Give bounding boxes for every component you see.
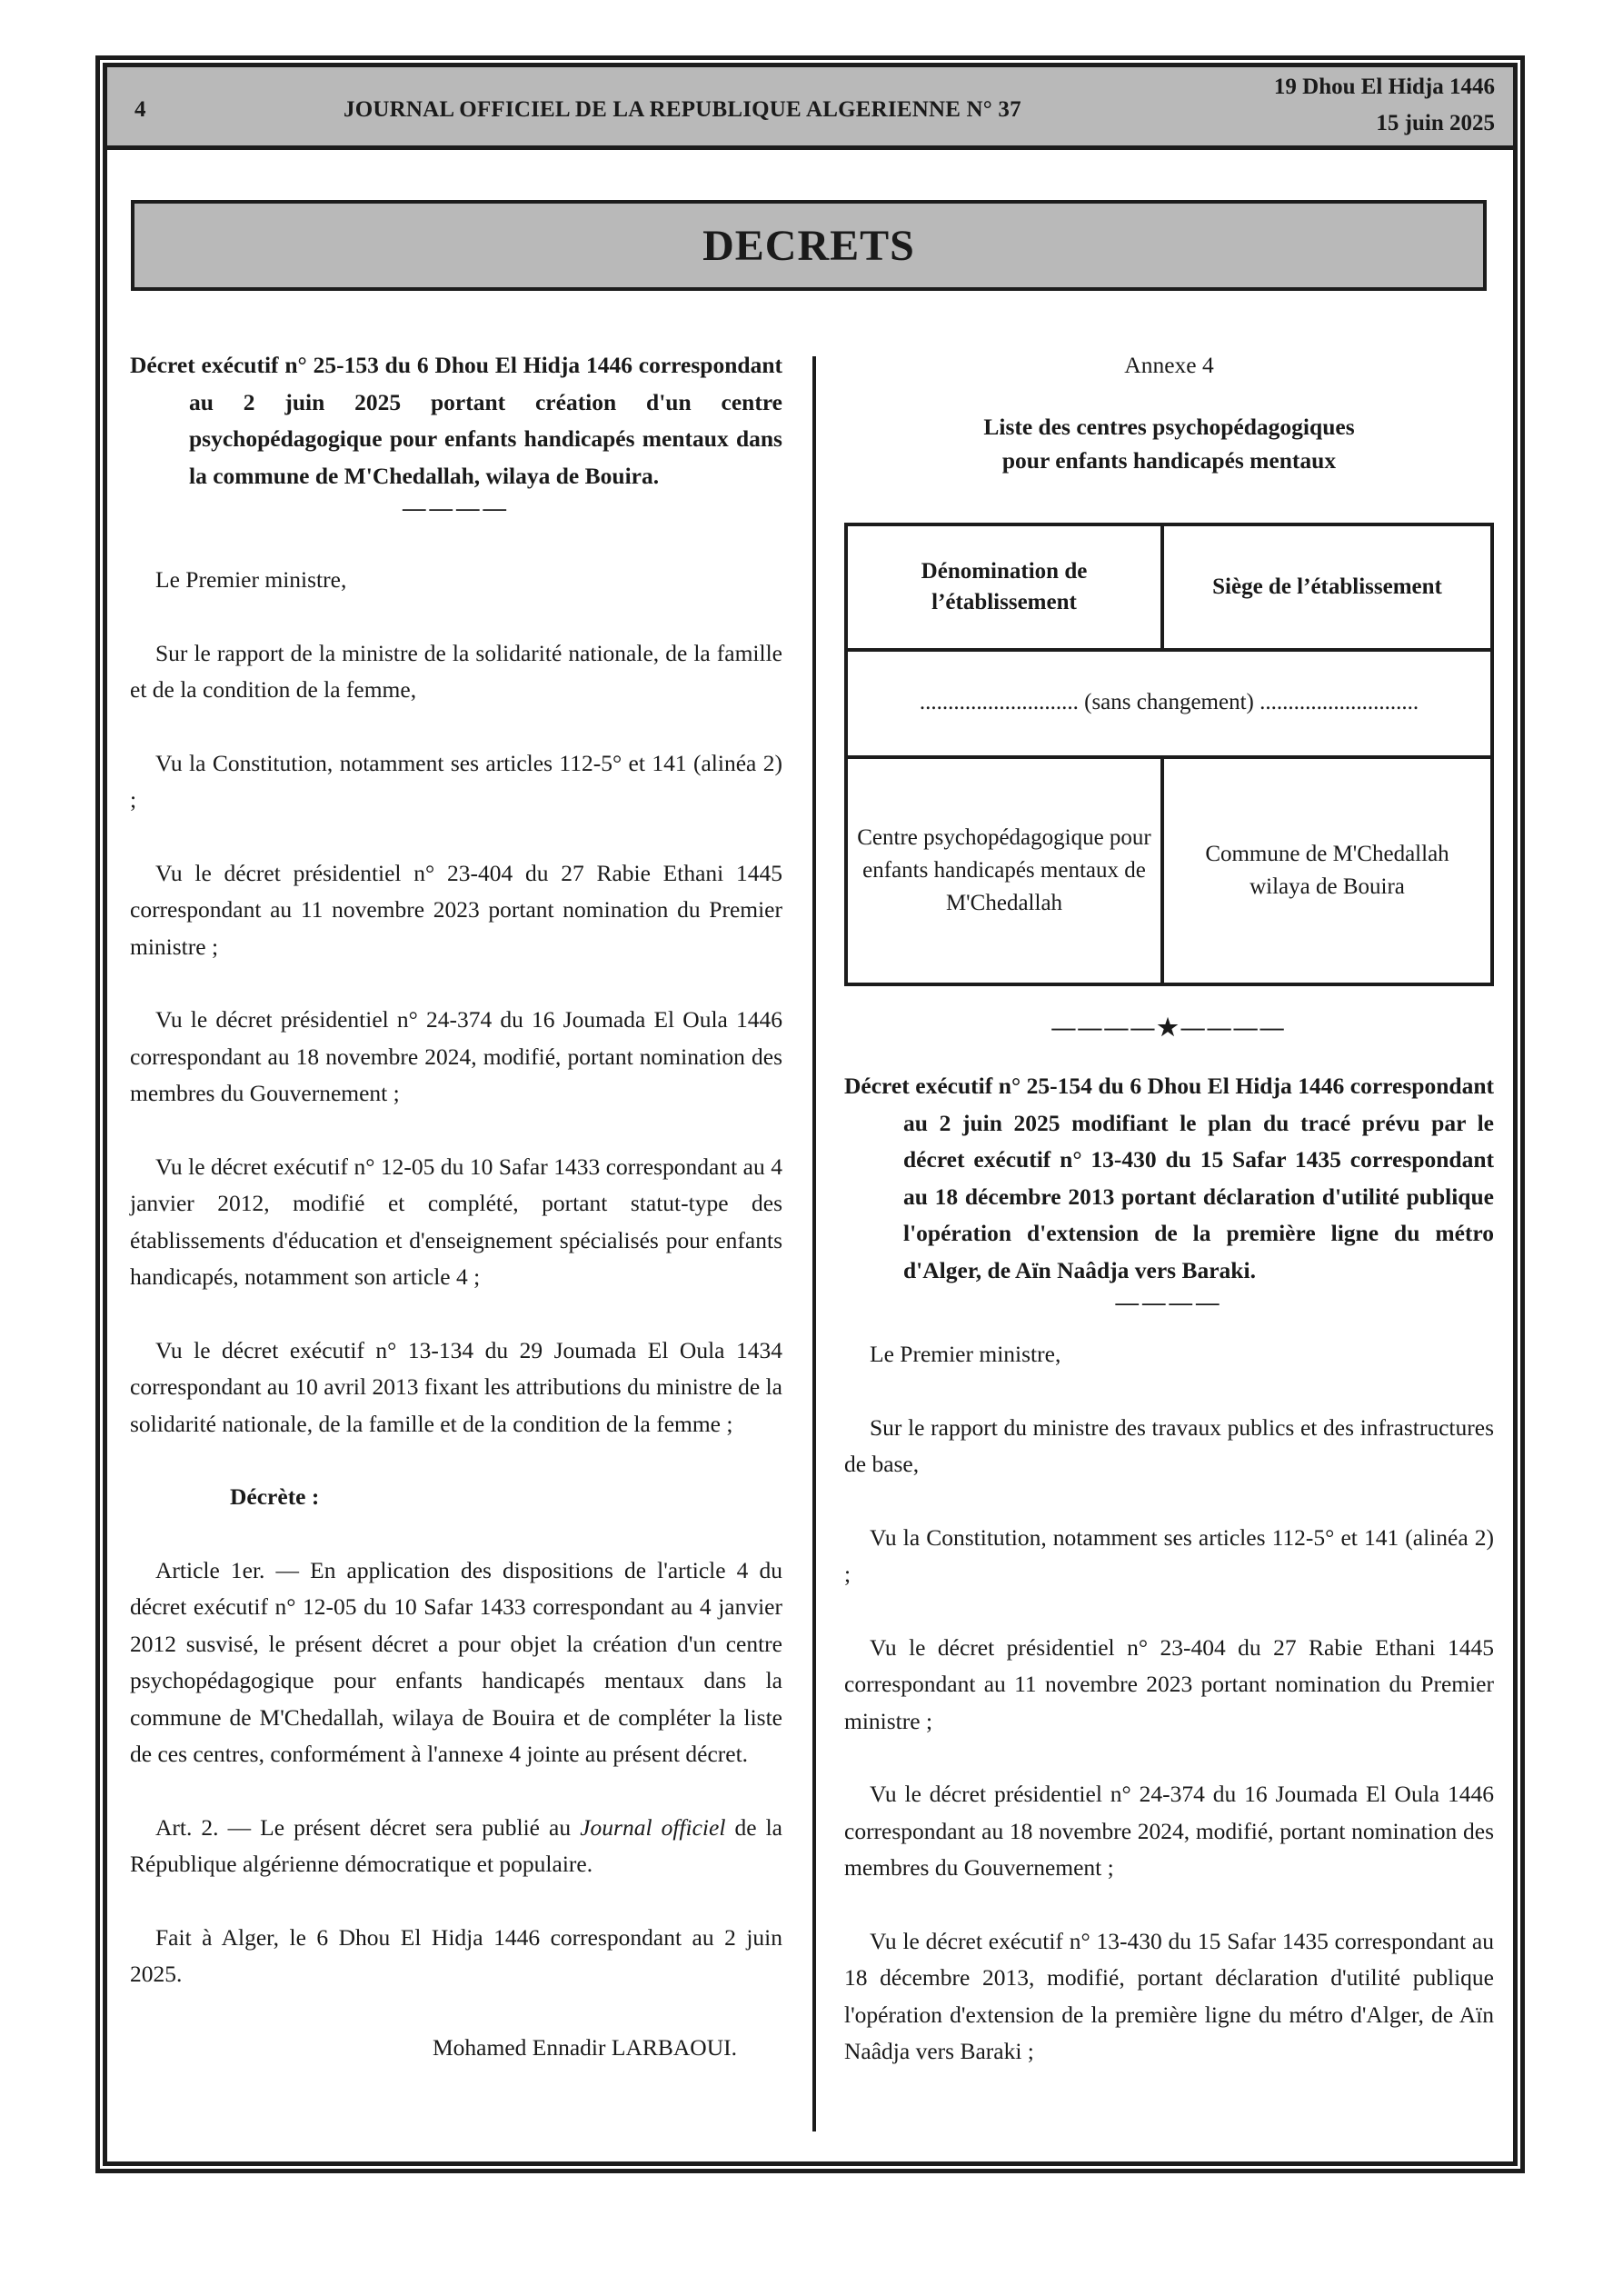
journal-title: JOURNAL OFFICIEL DE LA REPUBLIQUE ALGERIENNE N° 37 — [344, 97, 1021, 122]
visa: Vu le décret exécutif n° 13-134 du 29 Joumada El Oula 1434 correspondant au 10 avril 2013 fixant les attributions du ministre de la solidarité nationale, de la famille et de la condition de la femme ; — [130, 1336, 782, 1437]
visa: Vu la Constitution, notamment ses articles 112-5° et 141 (alinéa 2) ; — [130, 749, 782, 813]
visa: Vu le décret exécutif n° 13-430 du 15 Safar 1435 correspondant au 18 décembre 2013, modifié, portant déclaration d'utilité publique l'opération d'extension de la première ligne du métro d'Alger, de Aïn Naâdja vers Baraki ; — [844, 1927, 1494, 2064]
gregorian-date: 15 juin 2025 — [1376, 111, 1495, 135]
table-cell: Centre psychopédagogique pour enfants handicapés mentaux de M'Chedallah — [846, 757, 1162, 984]
table-row — [846, 757, 1492, 984]
visa: Vu le décret présidentiel n° 23-404 du 27 Rabie Ethani 1445 correspondant au 11 novembre 2023 portant nomination du Premier ministre ; — [844, 1633, 1494, 1734]
issue-date — [1274, 69, 1495, 142]
annex-label: Annexe 4 — [1124, 352, 1214, 378]
star-separator: ————★———— — [1051, 1013, 1287, 1041]
annex-table — [844, 523, 1494, 986]
annex-title-line2: pour enfants handicapés mentaux — [1001, 446, 1337, 474]
journal-officiel-italic: Journal officiel — [580, 1813, 726, 1841]
decree-title: Décret exécutif n° 25-154 du 6 Dhou El Hidja 1446 correspondant au 2 juin 2025 modifiant le plan du tracé prévu par le décret exécutif n° 13-430 du 15 Safar 1435 correspondant au 18 décembre 2013 portant déclaration d'utilité publique l'opération d'extension de la première ligne du métro d'Alger, de Aïn Naâdja vers Baraki. — [844, 1073, 1494, 1283]
opening: Le Premier ministre, — [155, 566, 347, 593]
section-title: DECRETS — [702, 221, 915, 270]
visa: Sur le rapport de la ministre de la solidarité nationale, de la famille et de la condition de la femme, — [130, 639, 782, 703]
table-row-unchanged: ............................ (sans changement) ............................ — [846, 650, 1492, 757]
signature: Mohamed Ennadir LARBAOUI. — [433, 2033, 737, 2061]
visa: Vu le décret présidentiel n° 24-374 du 16 Joumada El Oula 1446 correspondant au 18 novembre 2024, modifié, portant nomination des membres du Gouvernement ; — [130, 1006, 782, 1106]
left-column — [130, 347, 782, 2066]
section-banner — [131, 200, 1487, 291]
journal-header — [103, 63, 1518, 150]
visa: Vu le décret présidentiel n° 24-374 du 16 Joumada El Oula 1446 correspondant au 18 novembre 2024, modifié, portant nomination des membres du Gouvernement ; — [844, 1781, 1494, 1881]
visa: Vu le décret exécutif n° 12-05 du 10 Safar 1433 correspondant au 4 janvier 2012, modifié et complété, portant statut-type des établissements d'éducation et d'enseignement spécialisés pour enfants handicapés, notamment son article 4 ; — [130, 1153, 782, 1290]
hijri-date: 19 Dhou El Hidja 1446 — [1273, 75, 1495, 99]
visa: Vu le décret présidentiel n° 23-404 du 27 Rabie Ethani 1445 correspondant au 11 novembre 2023 portant nomination du Premier ministre ; — [130, 859, 782, 960]
separator: ———— — [403, 494, 510, 521]
column-divider — [812, 356, 816, 2131]
separator: ———— — [1115, 1289, 1223, 1315]
article-2: Art. 2. — Le présent décret sera publié au Journal officiel de la République algérienne démocratique et populaire. — [130, 1813, 782, 1877]
page-number: 4 — [134, 97, 146, 122]
visa: Vu la Constitution, notamment ses articles 112-5° et 141 (alinéa 2) ; — [844, 1523, 1494, 1587]
decrete-heading: Décrète : — [230, 1483, 320, 1510]
annex-title-line1: Liste des centres psychopédagogiques — [983, 413, 1355, 440]
visa: Sur le rapport du ministre des travaux publics et des infrastructures de base, — [844, 1413, 1494, 1477]
right-column — [844, 347, 1494, 2071]
done-at: Fait à Alger, le 6 Dhou El Hidja 1446 correspondant au 2 juin 2025. — [130, 1923, 782, 1987]
article-1: Article 1er. — En application des dispositions de l'article 4 du décret exécutif n° 12-05 du 10 Safar 1433 correspondant au 4 janvier 2012 susvisé, le présent décret a pour objet la création d'un centre psychopédagogique pour enfants handicapés mentaux dans la commune de M'Chedallah, wilaya de Bouira et de compléter la liste de ces centres, conformément à l'annexe 4 jointe au présent décret. — [130, 1556, 782, 1767]
table-header: Siège de l’établissement — [1162, 524, 1492, 650]
table-header: Dénomination de l’établissement — [846, 524, 1162, 650]
decree-title: Décret exécutif n° 25-153 du 6 Dhou El Hidja 1446 correspondant au 2 juin 2025 portant création d'un centre psychopédagogique pour enfants handicapés mentaux dans la commune de M'Chedallah, wilaya de Bouira. — [130, 352, 782, 489]
table-cell: Commune de M'Chedallah wilaya de Bouira — [1162, 757, 1492, 984]
opening: Le Premier ministre, — [870, 1341, 1061, 1367]
